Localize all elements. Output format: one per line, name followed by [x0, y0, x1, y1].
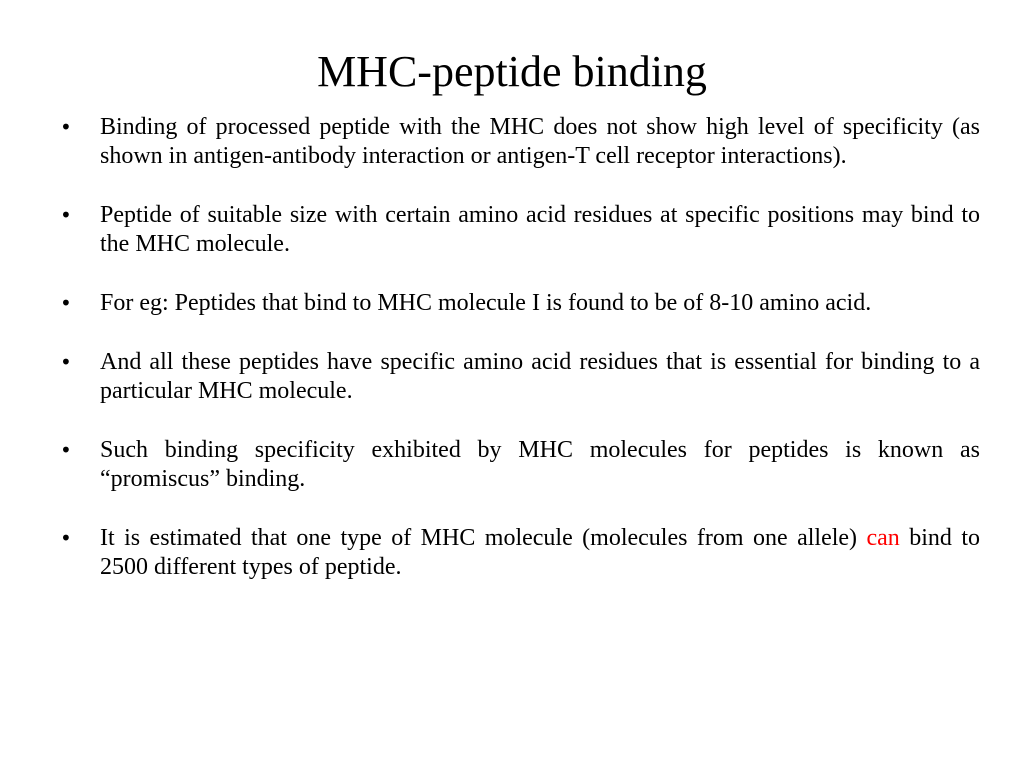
bullet-text: Such binding specificity exhibited by MHC molecules for peptides is known as “promiscus” binding. — [100, 437, 980, 492]
highlighted-word: can — [866, 525, 900, 551]
bullet-item — [60, 201, 980, 259]
bullet-text: Binding of processed peptide with the MHC does not show high level of specificity (as shown in antigen-antibody interaction or antigen-T cell receptor interactions). — [100, 114, 980, 169]
bullet-text-segment: It is estimated that one type of MHC molecule (molecules from one allele) — [100, 525, 867, 551]
slide-title: MHC-peptide binding — [317, 47, 707, 96]
bullet-icon: • — [60, 350, 72, 374]
bullet-text: And all these peptides have specific amino acid residues that is essential for binding to a particular MHC molecule. — [100, 349, 980, 404]
bullet-icon: • — [60, 203, 72, 227]
bullet-item — [60, 113, 980, 171]
bullet-item — [60, 289, 980, 318]
bullet-icon: • — [60, 438, 72, 462]
bullet-icon: • — [60, 291, 72, 315]
bullet-text-with-highlight — [100, 524, 980, 582]
bullet-icon: • — [60, 115, 72, 139]
bullet-item — [60, 436, 980, 494]
bullet-icon: • — [60, 526, 72, 550]
bullet-list — [60, 113, 980, 612]
bullet-text: For eg: Peptides that bind to MHC molecule I is found to be of 8-10 amino acid. — [100, 290, 872, 316]
bullet-item — [60, 348, 980, 406]
bullet-text-segment: bind to 2500 different types of peptide. — [100, 525, 980, 580]
bullet-item — [60, 524, 980, 582]
bullet-text: Peptide of suitable size with certain amino acid residues at specific positions may bind to the MHC molecule. — [100, 202, 980, 257]
